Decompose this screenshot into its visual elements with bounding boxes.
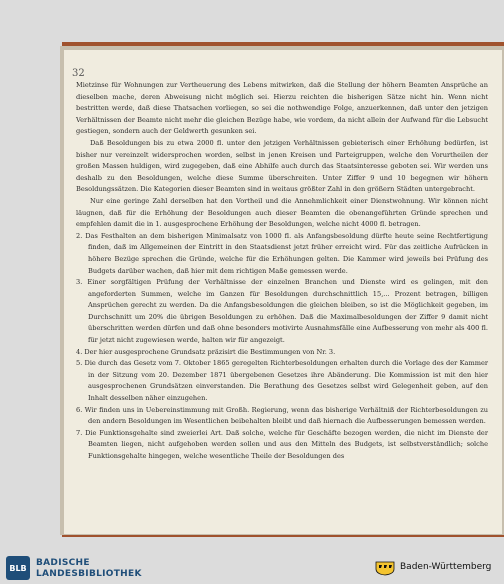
library-name[interactable] (36, 558, 142, 580)
numbered-paragraph: 2. Das Festhalten an dem bisherigen Minimalsatz von 1000 fl. als Anfangsbesoldung dürfte heute seine Rechtfertigung finden, daß im Allgemeinen der Eintritt in den Staatsdienst jetzt früher erreicht wird. Für das zeitliche Aufrücken in höhere Bezüge sprechen die Gründe, welche für die Erhöhungen gelten. Die Kammer wird jeweils bei Prüfung des Budgets darüber wachen, daß hier mit dem richtigen Maße gemessen werde. (76, 231, 488, 275)
page-body (76, 80, 488, 463)
library-name-line2: LANDESBIBLIOTHEK (36, 569, 142, 579)
footer-bar (0, 552, 504, 584)
blb-logo-icon[interactable]: BLB (6, 556, 30, 580)
coat-of-arms-icon[interactable] (374, 560, 396, 576)
numbered-paragraph: 7. Die Funktionsgehalte sind zweierlei Art. Daß solche, welche für Geschäfte bezogen werden, die nicht im Dienste der Beamten liegen, nicht aufgehoben werden sollen und aus den Mitteln des Budgets, ist selbstverständlich; solche Funktionsgehalte hingegen, welche wesentliche Theile der Besoldungen des (76, 428, 488, 460)
paragraph: Daß Besoldungen bis zu etwa 2000 fl. unter den jetzigen Verhältnissen gebieterisch einer Erhöhung bedürfen, ist bisher nur vereinzelt widersprochen worden, selbst in jenen Kreisen und Parteigruppen, welche den Vorurtheilen der großen Massen huldigen, wird zugegeben, daß eine Abhilfe auch durch das Staatsinteresse geboten sei. Wir werden uns deshalb zu den Besoldungen, welche diese Summe überschreiten. Unter Ziffer 9 und 10 begegnen wir höhern Besoldungssätzen. Die Kategorien dieser Beamten sind in weitaus größter Zahl in den größern Städten untergebracht. (76, 138, 488, 194)
numbered-paragraph: 5. Die durch das Gesetz vom 7. Oktober 1865 geregelten Richterbesoldungen erhalten durch die Vorlage des der Kammer in der Sitzung vom 20. Dezember 1871 übergebenen Gesetzes ihre Abänderung. Die Kommission ist mit den hier ausgesprochenen Grundsätzen einverstanden. Die Berathung des Gesetzes selbst wird Gelegenheit geben, auf den Inhalt desselben näher einzugehen. (76, 359, 488, 403)
state-name[interactable]: Baden-Württemberg (400, 562, 492, 572)
numbered-paragraph: 6. Wir finden uns in Uebereinstimmung mit Großh. Regierung, wenn das bisherige Verhältniß der Richterbesoldungen zu den andern Besoldungen im Wesentlichen beibehalten bleibt und daß hiernach die Aufbesserungen bemessen werden. (76, 405, 488, 426)
numbered-paragraph: 4. Der hier ausgesprochene Grundsatz präzisirt die Bestimmungen von Nr. 3. (76, 347, 336, 356)
library-name-line1: BADISCHE (36, 558, 90, 568)
page-number: 32 (72, 68, 85, 79)
scanned-page (64, 50, 502, 534)
numbered-paragraph: 3. Einer sorgfältigen Prüfung der Verhältnisse der einzelnen Branchen und Dienste wird es gelingen, mit den angeforderten Summen, welche im Ganzen für Besoldungen durchschnittlich 15,... Prozent betragen, billigen Ansprüchen gerecht zu werden. Da die Anfangsbesoldungen die gleichen bleiben, so ist die Möglichkeit gegeben, im Durchschnitt um 20% die übrigen Besoldungen zu erhöhen. Daß die Maximalbesoldungen der Ziffer 9 damit nicht überschritten werden dürfen und daß ohne besonders motivirte Ausnahmsfälle eine Aufbesserung von mehr als 400 fl. für jetzt nicht zugewiesen werde, halten wir für angezeigt. (76, 278, 488, 345)
paragraph: Mietzinse für Wohnungen zur Vertheuerung des Lebens mitwirken, daß die Stellung der höhern Beamten Ansprüche an dieselben mache, deren Abweisung nicht möglich sei. Hierzu reichten die bisherigen Sätze nicht hin. Wenn nicht bestritten werde, daß diese Thatsachen vorliegen, so sei die nothwendige Folge, anzuerkennen, daß unter den jetzigen Verhältnissen der Beamte nicht mehr die gleichen Bezüge habe, wie vordem, da nicht allein der Aufwand für die Lebsucht gestiegen, sondern auch der Geldwerth gesunken sei. (76, 81, 488, 136)
paragraph: Nur eine geringe Zahl derselben hat den Vortheil und die Annehmlichkeit einer Dienstwohnung. Wir können nicht läugnen, daß für die Erhöhung der Besoldungen auch dieser Beamten die obenangeführten Gründe sprechen und empfehlen damit die in 1. ausgesprochene Erhöhung der Besoldungen, welche nicht 4000 fl. betragen. (76, 196, 488, 229)
